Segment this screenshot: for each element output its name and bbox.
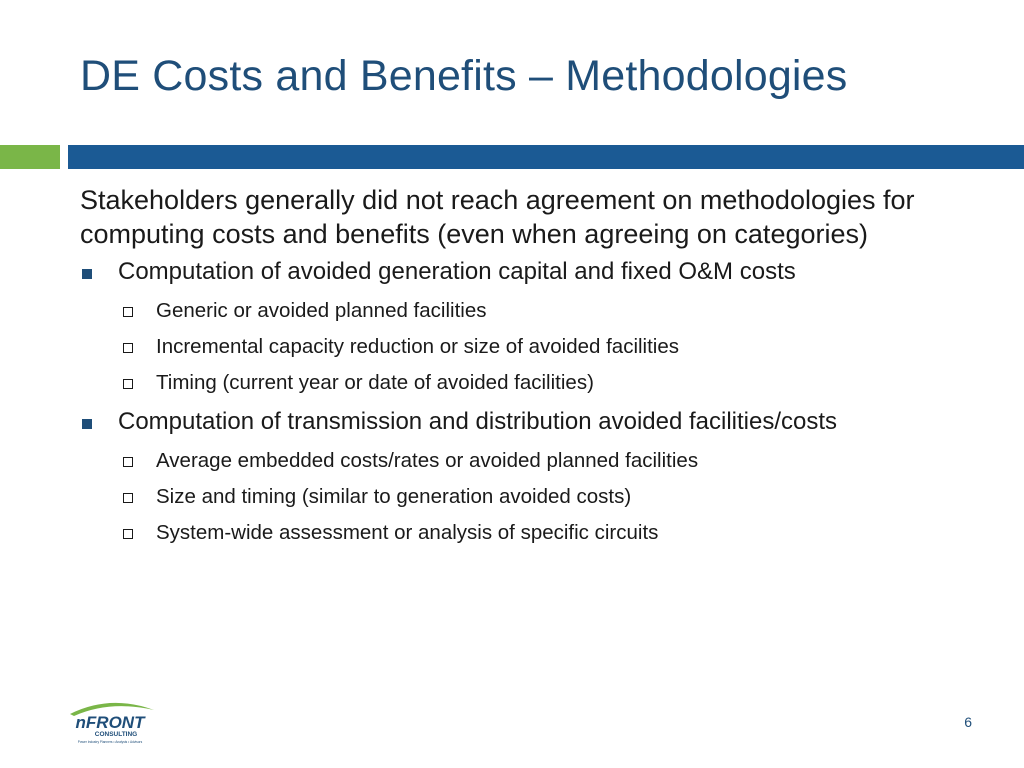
logo-tagline: Power Industry Planners • Analysts • Advisors [77,740,143,744]
square-bullet-icon [82,269,92,279]
sub-bullet-text: System-wide assessment or analysis of specific circuits [156,521,659,544]
bullet-text: Computation of transmission and distribution avoided facilities/costs [118,408,838,435]
intro-text: Stakeholders generally did not reach agreement on methodologies for computing costs and benefits (even when agreeing on categories) [80,185,915,249]
logo-subtitle: CONSULTING [94,731,138,738]
accent-bar-green [0,145,60,169]
sub-bullet-text: Size and timing (similar to generation avoided costs) [156,485,632,508]
bullet-text: Computation of avoided generation capital and fixed O&M costs [118,258,796,285]
hollow-square-bullet-icon [123,493,133,503]
logo-name: nFRONT [75,713,145,732]
hollow-square-bullet-icon [123,307,133,317]
sub-bullet-text: Incremental capacity reduction or size of avoided facilities [156,335,680,358]
hollow-square-bullet-icon [123,529,133,539]
sub-bullet-text: Generic or avoided planned facilities [156,299,487,322]
sub-bullet-item [80,479,980,515]
sub-bullet-item [80,443,980,479]
bullet-item [80,407,980,437]
hollow-square-bullet-icon [123,457,133,467]
slide-title: DE Costs and Benefits – Methodologies [80,52,848,100]
hollow-square-bullet-icon [123,343,133,353]
nfront-logo [64,696,156,746]
sub-bullet-item [80,329,980,365]
bullet-item [80,257,980,287]
hollow-square-bullet-icon [123,379,133,389]
sub-bullet-list [80,293,980,401]
square-bullet-icon [82,419,92,429]
accent-bar-blue [68,145,1024,169]
slide-body [80,183,980,557]
sub-bullet-text: Average embedded costs/rates or avoided planned facilities [156,449,699,472]
sub-bullet-text: Timing (current year or date of avoided facilities) [156,371,594,394]
sub-bullet-list [80,443,980,551]
sub-bullet-item [80,515,980,551]
page-number: 6 [964,714,972,730]
sub-bullet-item [80,293,980,329]
sub-bullet-item [80,365,980,401]
